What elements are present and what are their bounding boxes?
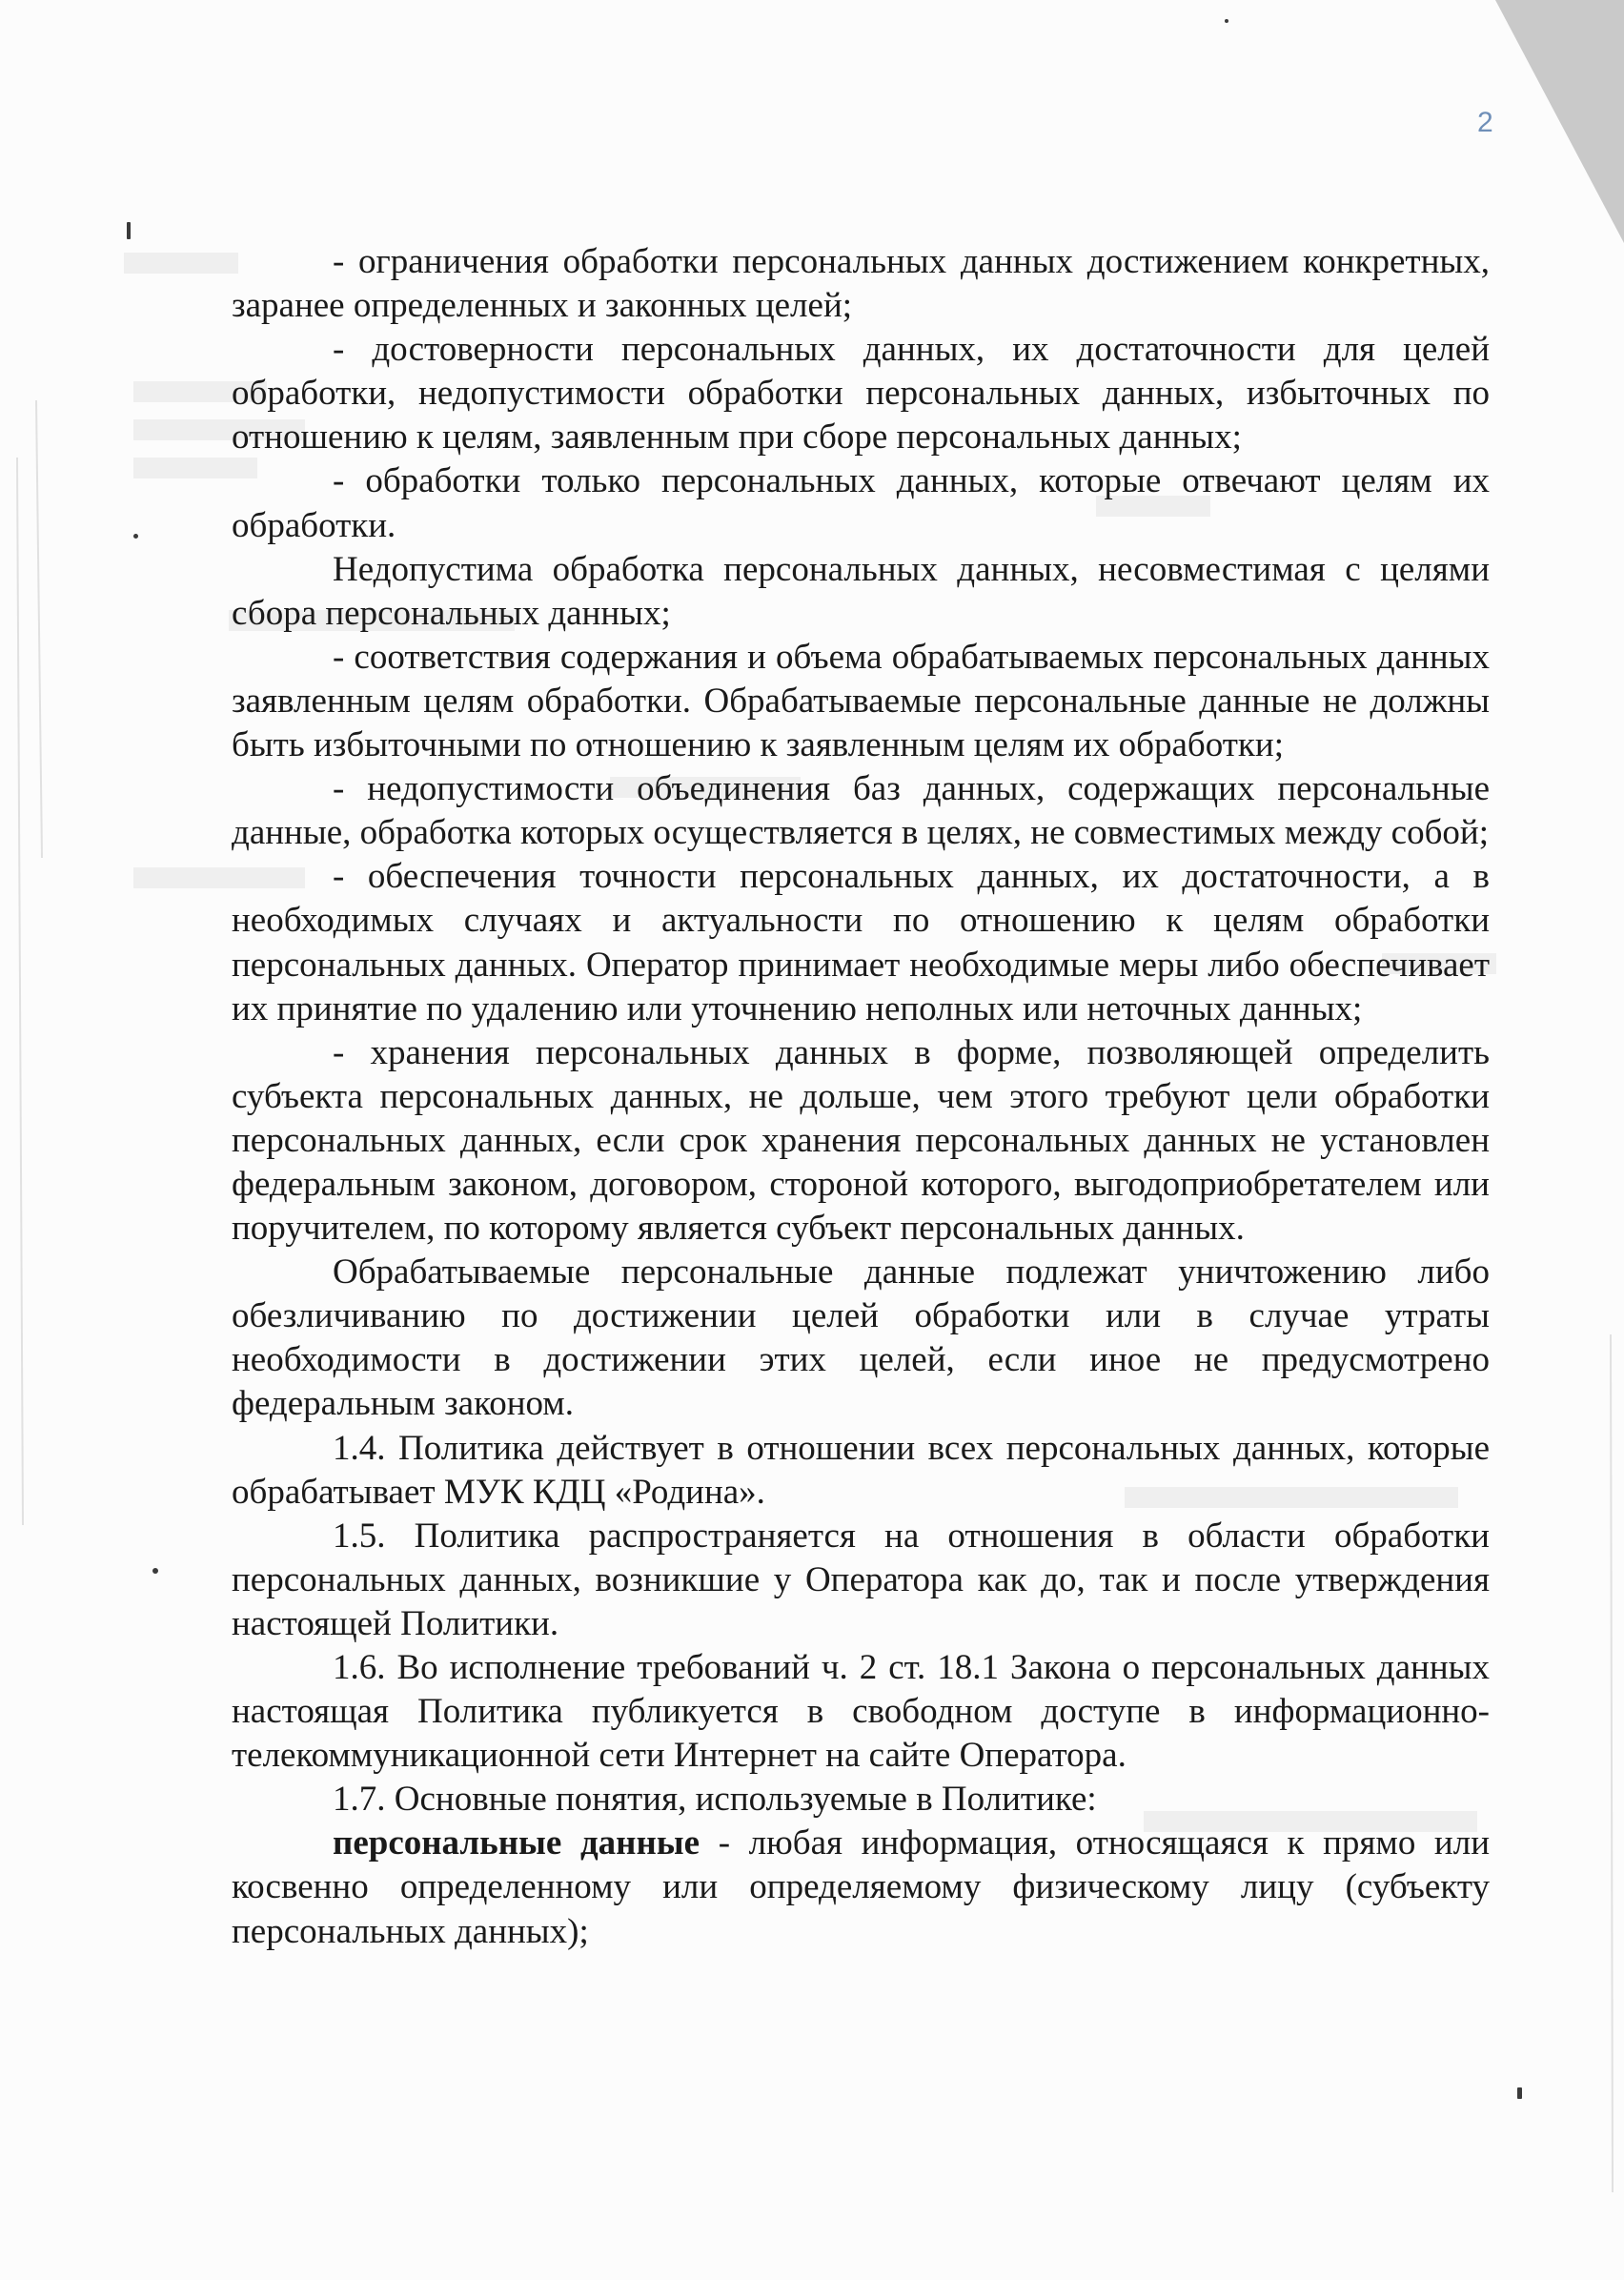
scan-mark	[127, 222, 131, 239]
page-number: 2	[1477, 107, 1493, 138]
scan-mark	[152, 1568, 158, 1574]
paragraph: 1.7. Основные понятия, используемые в Политике:	[333, 1780, 1097, 1820]
paragraph: - хранения персональных данных в форме, позволяющей определить субъекта персональных данных, не дольше, чем этого требуют цели обработки персональных данных, если срок хранения персональных данных не установлен федеральным законом, договором, стороной которого, выгодоприобретателем или поручителем, по которому является субъект персональных данных.	[232, 1032, 1490, 1249]
definition-term: персональные данные	[333, 1823, 700, 1863]
paragraph: Обрабатываемые персональные данные подлежат уничтожению либо обезличиванию по достижении целей обработки или в случае утраты необходимости в достижении этих целей, если иное не предусмотрено федеральным законом.	[232, 1252, 1490, 1424]
paragraph: 1.5. Политика распространяется на отношения в области обработки персональных данных, возникшие у Оператора как до, так и после утверждения настоящей Политики.	[232, 1516, 1490, 1643]
paragraph: Недопустима обработка персональных данных, несовместимая с целями сбора персональных данных;	[232, 549, 1490, 633]
scan-mark	[1225, 19, 1228, 23]
paragraph: - обработки только персональных данных, которые отвечают целям их обработки.	[232, 461, 1490, 545]
definition-paragraph	[232, 1822, 1490, 1953]
paragraph: 1.4. Политика действует в отношении всех персональных данных, которые обрабатывает МУК КДЦ «Родина».	[232, 1428, 1490, 1512]
document-body	[232, 240, 1490, 1954]
scan-mark	[133, 534, 138, 539]
paragraph: 1.6. Во исполнение требований ч. 2 ст. 18.1 Закона о персональных данных настоящая Политика публикуется в свободном доступе в информационно-телекоммуникационной сети Интернет на сайте Оператора.	[232, 1648, 1490, 1776]
paragraph: - соответствия содержания и объема обрабатываемых персональных данных заявленным целям обработки. Обрабатываемые персональные данные не должны быть избыточными по отношению к заявленным целям их обработки;	[232, 637, 1490, 765]
scan-mark	[1517, 2087, 1522, 2099]
page-corner-fold	[1495, 0, 1624, 243]
paragraph: - недопустимости объединения баз данных, содержащих персональные данные, обработка которых осуществляется в целях, не совместимых между собой;	[232, 769, 1490, 853]
paragraph: - ограничения обработки персональных данных достижением конкретных, заранее определенных и законных целей;	[232, 242, 1490, 326]
definition-text: - любая информация, относящаяся к прямо или косвенно определенному или определяемому физическому лицу (субъекту персональных данных);	[232, 1823, 1490, 1951]
paragraph: - достоверности персональных данных, их достаточности для целей обработки, недопустимости обработки персональных данных, избыточных по отношению к целям, заявленным при сборе персональных данных;	[232, 330, 1490, 458]
paragraph: - обеспечения точности персональных данных, их достаточности, а в необходимых случаях и актуальности по отношению к целям обработки персональных данных. Оператор принимает необходимые меры либо обеспечивает их принятие по удалению или уточнению неполных или неточных данных;	[232, 857, 1490, 1028]
